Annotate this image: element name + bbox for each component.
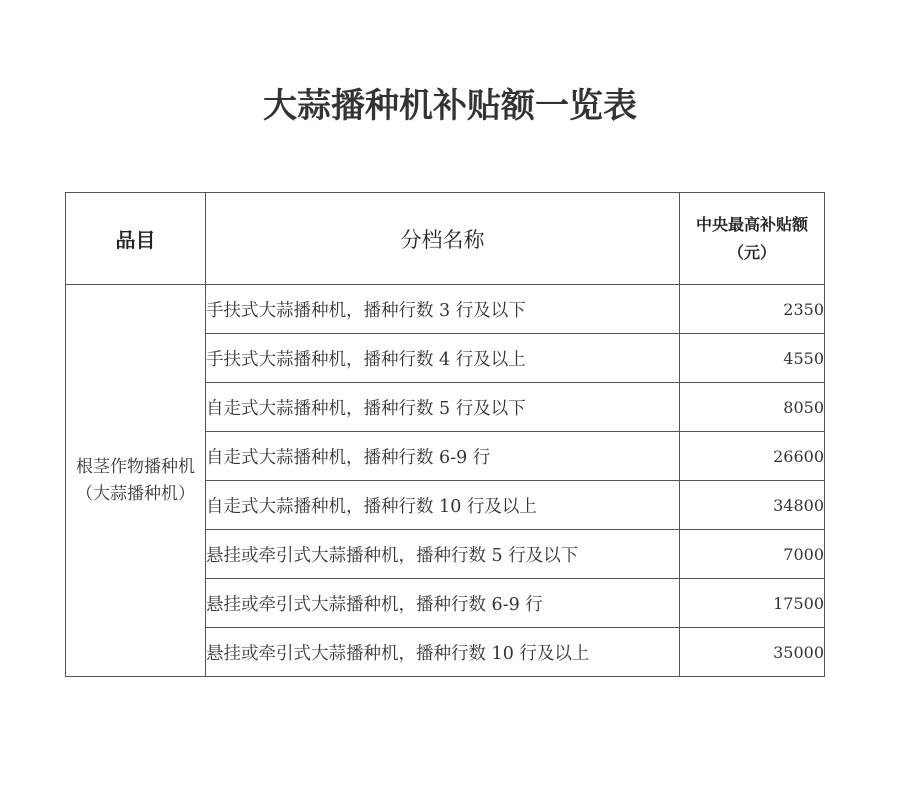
amount-cell: 26600 (680, 432, 825, 481)
table-row (66, 285, 825, 334)
tier-cell: 手扶式大蒜播种机，播种行数 4 行及以上 (206, 334, 680, 383)
amount-cell: 35000 (680, 628, 825, 677)
table-header-row (66, 193, 825, 285)
tier-cell: 悬挂或牵引式大蒜播种机，播种行数 10 行及以上 (206, 628, 680, 677)
header-amount: 中央最高补贴额（元） (680, 193, 825, 285)
amount-cell: 17500 (680, 579, 825, 628)
amount-cell: 2350 (680, 285, 825, 334)
tier-cell: 自走式大蒜播种机，播种行数 10 行及以上 (206, 481, 680, 530)
amount-cell: 34800 (680, 481, 825, 530)
page-title: 大蒜播种机补贴额一览表 (263, 86, 637, 126)
tier-cell: 悬挂或牵引式大蒜播种机，播种行数 6-9 行 (206, 579, 680, 628)
tier-cell: 悬挂或牵引式大蒜播种机，播种行数 5 行及以下 (206, 530, 680, 579)
amount-cell: 4550 (680, 334, 825, 383)
tier-cell: 自走式大蒜播种机，播种行数 5 行及以下 (206, 383, 680, 432)
header-tier: 分档名称 (206, 193, 680, 285)
amount-cell: 8050 (680, 383, 825, 432)
header-category: 品目 (66, 193, 206, 285)
subsidy-table (65, 192, 825, 677)
category-cell: 根茎作物播种机（大蒜播种机） (66, 285, 206, 677)
tier-cell: 手扶式大蒜播种机，播种行数 3 行及以下 (206, 285, 680, 334)
amount-cell: 7000 (680, 530, 825, 579)
tier-cell: 自走式大蒜播种机，播种行数 6-9 行 (206, 432, 680, 481)
